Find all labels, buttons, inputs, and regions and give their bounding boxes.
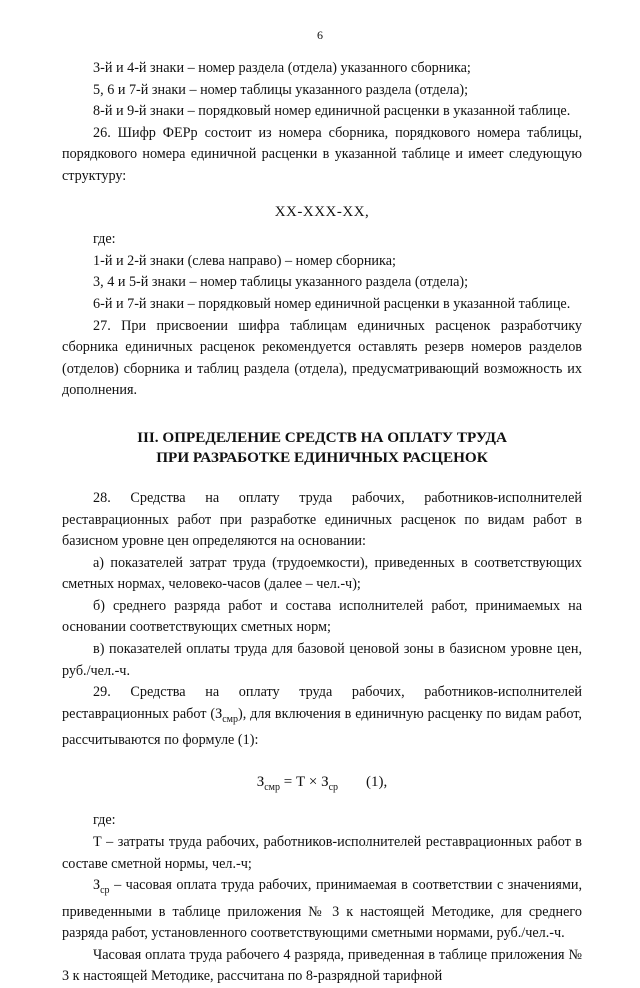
document-body — [62, 58, 582, 988]
p29-text-after: ), для включения в единичную расценку по видам работ, рассчитываются по формуле (1): — [62, 705, 582, 749]
formula-number: (1), — [366, 773, 388, 790]
formula-lhs: З — [256, 773, 265, 790]
paragraph: 6-й и 7-й знаки – порядковый номер единичной расценки в указанной таблице. — [93, 295, 571, 312]
paragraph: 26. Шифр ФЕРр состоит из номера сборника, порядкового номера таблицы, порядкового номера единичной расценки в указанной таблице и имеет следующую структуру: — [62, 124, 582, 184]
list-item: б) среднего разряда работ и состава исполнителей работ, принимаемых на основании соответствующих сметных норм; — [62, 597, 582, 636]
paragraph: 5, 6 и 7-й знаки – номер таблицы указанного раздела (отдела); — [93, 81, 469, 98]
structure-code: ХХ-ХХХ-ХХ, — [274, 203, 370, 220]
formula-lhs-sub: смр — [264, 781, 280, 793]
paragraph: где: — [93, 812, 116, 829]
paragraph: 1-й и 2-й знаки (слева направо) – номер сборника; — [93, 252, 396, 269]
p29-subscript: смр — [222, 713, 239, 725]
paragraph-29 — [62, 682, 582, 752]
paragraph-zcp — [62, 875, 582, 945]
paragraph: Т – затраты труда рабочих, работников-исполнителей реставрационных работ в составе сметной нормы, чел.-ч; — [62, 834, 582, 872]
paragraph: 28. Средства на оплату труда рабочих, работников-исполнителей реставрационных работ при разработке единичных расценок по видам работ в базисном уровне цен определяются на основании: — [62, 489, 582, 550]
zcp-text: – часовая оплата труда рабочих, принимаемая в соответствии с значениями, приведенными в таблице приложения № 3 к настоящей Методике, для среднего разряда работ, установленного соответствующими сметными нормами, руб./чел.-ч. — [62, 877, 582, 942]
paragraph: 8-й и 9-й знаки – порядковый номер единичной расценки в указанной таблице. — [93, 103, 571, 120]
section-heading-line-1: III. ОПРЕДЕЛЕНИЕ СРЕДСТВ НА ОПЛАТУ ТРУДА — [137, 428, 507, 446]
list-item: а) показателей затрат труда (трудоемкости), приведенных в соответствующих сметных нормах, человеко-часов (далее – чел.-ч); — [62, 554, 582, 593]
formula-rhs-sub: ср — [328, 781, 339, 793]
page-number: 6 — [317, 28, 323, 42]
paragraph: Часовая оплата труда рабочего 4 разряда, приведенная в таблице приложения № 3 к настоящей Методике, рассчитана по 8-разрядной тарифной — [62, 946, 582, 985]
section-heading-line-2: ПРИ РАЗРАБОТКЕ ЕДИНИЧНЫХ РАСЦЕНОК — [156, 448, 488, 466]
zcp-subscript: ср — [100, 885, 110, 897]
paragraph: 3-й и 4-й знаки – номер раздела (отдела) указанного сборника; — [93, 60, 471, 76]
paragraph: 3, 4 и 5-й знаки – номер таблицы указанного раздела (отдела); — [93, 274, 469, 291]
formula-1 — [62, 772, 582, 799]
zcp-symbol: З — [93, 877, 101, 894]
formula-middle: = Т × З — [279, 773, 329, 790]
p29-text-before: 29. Средства на оплату труда рабочих, работников-исполнителей реставрационных работ (З — [62, 684, 582, 722]
list-item: в) показателей оплаты труда для базовой ценовой зоны в базисном уровне цен, руб./чел.-ч. — [62, 641, 582, 679]
paragraph: 27. При присвоении шифра таблицам единичных расценок разработчику сборника единичных расценок рекомендуется оставлять резерв номеров разделов (отделов) сборника и таблиц раздела (отдела), предусматривающий возможность их дополнения. — [62, 317, 582, 399]
paragraph: где: — [93, 231, 116, 248]
section-heading — [62, 428, 582, 468]
